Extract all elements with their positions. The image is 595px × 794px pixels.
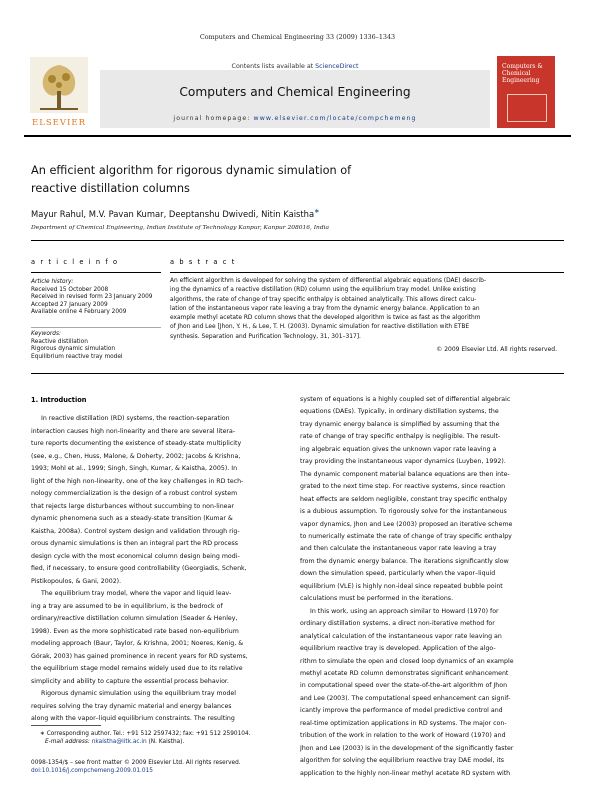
body-line: system of equations is a highly coupled set of differential algebraic <box>300 396 511 403</box>
abstract-heading: a b s t r a c t <box>170 258 236 266</box>
doi-link[interactable]: doi:10.1016/j.compchemeng.2009.01.015 <box>31 768 153 774</box>
journal-cover <box>497 56 555 128</box>
body-line: in computational speed over the state-of-the-art algorithm of Jhon <box>300 682 508 690</box>
article-history <box>31 279 163 317</box>
article-title-line2: reactive distillation columns <box>31 182 190 195</box>
contents-prefix: Contents lists available at <box>231 63 314 70</box>
body-line: modeling approach (Baur, Taylor, & Krishna, 2001; Noeres, Kenig, & <box>31 640 244 647</box>
author-list <box>31 207 320 219</box>
article-info-heading: a r t i c l e i n f o <box>31 258 119 266</box>
history-item: Received 15 October 2008 <box>31 286 109 293</box>
body-line: vapor dynamics, Jhon and Lee (2003) proposed an iterative scheme <box>300 520 513 528</box>
abstract-body <box>170 277 564 342</box>
elsevier-logo <box>30 57 88 127</box>
header-rule <box>24 135 571 137</box>
history-item: Received in revised form 23 January 2009 <box>31 294 153 301</box>
article-title-line1: An efficient algorithm for rigorous dynamic simulation of <box>31 164 352 177</box>
body-line: ing a tray are assumed to be in equilibrium, is the bedrock of <box>31 602 223 610</box>
body-line: design cycle with the most economical column design being modi- <box>31 552 240 560</box>
body-line: fied, if necessary, to ensure good controllability (Georgiadis, Schenk, <box>31 565 247 572</box>
abstract-line: An efficient algorithm is developed for solving the system of differential algebraic equations (DAE) describ- <box>170 278 487 284</box>
left-column <box>31 413 284 726</box>
body-line: grated to the next time step. For reactive systems, since reaction <box>300 483 506 491</box>
journal-citation: Computers and Chemical Engineering 33 (2009) 1336–1343 <box>199 33 396 41</box>
corresponding-mark[interactable]: ∗ <box>314 207 320 215</box>
email-suffix: (N. Kaistha). <box>148 739 185 745</box>
body-line: In reactive distillation (RD) systems, the reaction-separation <box>41 415 230 422</box>
body-line: to numerically estimate the rate of change of tray specific enthalpy <box>300 532 512 540</box>
body-line: requires solving the tray dynamic material and energy balances <box>31 702 232 710</box>
elsevier-tree-icon <box>30 57 88 113</box>
body-line: application to the highly non-linear methyl acetate RD system with <box>300 769 511 777</box>
body-line: down the simulation speed, particularly when the vapor–liquid <box>300 570 496 578</box>
body-line: from the dynamic energy balance. The iterations significantly slow <box>300 557 509 565</box>
homepage-url[interactable]: www.elsevier.com/locate/compchemeng <box>253 115 417 122</box>
article-info-rule <box>31 272 161 273</box>
issn-line: 0098-1354/$ – see front matter © 2009 Elsevier Ltd. All rights reserved. <box>31 760 241 766</box>
abstract-line: example methyl acetate RD column shows that the developed algorithm is twice as fast as the algorithm <box>170 315 481 322</box>
body-line: ordinary/reactive distillation column simulation (Seader & Henley, <box>31 615 238 622</box>
abstract-line: synthesis. Separation and Purification Technology, 31, 301–317]. <box>170 333 361 340</box>
keywords-label: Keywords: <box>31 331 61 337</box>
keyword-item: Reactive distillation <box>31 338 88 345</box>
homepage-prefix: journal homepage: <box>173 115 251 122</box>
body-line: dynamic phenomena such as a steady-state transition (Kumar & <box>31 515 233 522</box>
keyword-item: Equilibrium reactive tray model <box>31 353 123 360</box>
body-line: ture reports documenting the existence of steady-state multiplicity <box>31 440 242 447</box>
body-line: simplicity and ability to capture the essential process behavior. <box>31 677 229 685</box>
body-line: Kaistha, 2008a). Control system design and validation through rig- <box>31 527 240 535</box>
body-line: that rejects large disturbances without succumbing to non-linear <box>31 502 234 510</box>
authors: Mayur Rahul, M.V. Pavan Kumar, Deeptanshu Dwivedi, Nitin Kaistha <box>31 208 315 219</box>
body-line: tray providing the instantaneous vapor dynamics (Luyben, 1992). <box>300 458 506 466</box>
body-line: algorithm for solving the equilibrium reactive tray DAE model, its <box>300 757 505 765</box>
body-line: (see, e.g., Chen, Huss, Malone, & Doherty, 2002; Jacobs & Krishna, <box>31 452 241 460</box>
body-line: the equilibrium stage model remains widely used due to its relative <box>31 665 243 672</box>
body-line: Pistikopoulos, & Gani, 2002). <box>31 577 122 585</box>
title-rule <box>31 240 564 241</box>
body-line: orous dynamic simulations is then an integral part the RD process <box>31 540 239 547</box>
abstract-line: algorithms, the rate of change of tray specific enthalpy is obtained analytically. This allows direct calcu- <box>170 296 477 303</box>
history-item: Accepted 27 January 2009 <box>31 301 108 308</box>
body-line: along with the vapor–liquid equilibrium constraints. The resulting <box>31 715 235 722</box>
history-item: Available online 4 February 2009 <box>31 309 127 316</box>
abstract-line: of Jhon and Lee [Jhon, Y. H., & Lee, T. H. (2003). Dynamic simulation for reactive distillation with ETBE <box>170 324 470 331</box>
cover-title: Computers & Chemical Engineering <box>502 63 543 84</box>
copyright: © 2009 Elsevier Ltd. All rights reserved. <box>436 346 557 353</box>
abstract-rule <box>170 272 564 273</box>
body-line: methyl acetate RD column demonstrates significant enhancement <box>300 669 509 677</box>
email-link[interactable]: nkaistha@iitk.ac.in <box>91 739 147 745</box>
elsevier-wordmark: ELSEVIER <box>32 118 86 128</box>
keywords-block <box>31 331 163 361</box>
body-line: 1993; Mohl et al., 1999; Singh, Singh, Kumar, & Kaistha, 2005). In <box>31 465 238 472</box>
body-line: equilibrium reactive tray is developed. Application of the algo- <box>300 645 496 653</box>
body-line: equilibrium (VLE) is highly non-ideal since repeated bubble point <box>300 582 503 590</box>
body-line: rithm to simulate the open and closed loop dynamics of an example <box>300 657 514 665</box>
abstract-line: ing the dynamics of a reactive distillation (RD) column using the equilibrium tray model. Unlike existing <box>170 287 476 294</box>
body-line: The dynamic component material balance equations are then inte- <box>300 470 510 478</box>
keyword-item: Rigorous dynamic simulation <box>31 346 116 353</box>
abstract-line: lation of the instantaneous vapor rate leaving a tray from the dynamic energy balance. Application to an <box>170 305 480 312</box>
body-line: real-time optimization applications in RD systems. The major con- <box>300 719 507 727</box>
history-rule <box>31 327 161 328</box>
body-line: calculations must be performed in the iterations. <box>300 595 454 603</box>
homepage-line <box>100 115 490 122</box>
section-heading: 1. Introduction <box>31 396 87 404</box>
journal-banner <box>100 63 490 128</box>
journal-title: Computers and Chemical Engineering <box>179 85 411 99</box>
footnote-corresponding: ∗ Corresponding author. Tel.: +91 512 2597432; fax: +91 512 2590104. <box>40 731 251 737</box>
body-line: The equilibrium tray model, where the vapor and liquid leav- <box>41 590 232 597</box>
affiliation: Department of Chemical Engineering, Indian Institute of Technology Kanpur, Kanpur 208016, India <box>31 225 330 231</box>
body-line: ordinary distillation systems, a direct non-iterative method for <box>300 620 495 628</box>
body-line: light of the high non-linearity, one of the key challenges in RD tech- <box>31 477 244 485</box>
body-line: In this work, using an approach similar to Howard (1970) for <box>310 607 499 615</box>
abstract-bottom-rule <box>31 373 564 374</box>
right-column <box>300 394 553 780</box>
history-label: Article history: <box>31 279 74 285</box>
body-line: 1998). Even as the more sophisticated rate based non-equilibrium <box>31 627 239 635</box>
body-line: rate of change of tray specific enthalpy is negligible. The result- <box>300 433 501 441</box>
body-line: ing algebraic equation gives the unknown vapor rate leaving a <box>300 445 497 453</box>
body-line: and Lee (2003). The computational speed enhancement can signif- <box>300 694 511 702</box>
body-line: Rigorous dynamic simulation using the equilibrium tray model <box>41 690 237 697</box>
body-line: tribution of the work in relation to the work of Howard (1970) and <box>300 732 506 740</box>
body-line: and then calculate the instantaneous vapor rate leaving a tray <box>300 545 497 553</box>
body-line: analytical calculation of the instantaneous vapor rate leaving an <box>300 632 502 640</box>
sciencedirect-link[interactable]: ScienceDirect <box>315 63 359 70</box>
body-line: Górak, 2003) has gained prominence in recent years for RD systems, <box>31 652 248 660</box>
footnote-email <box>45 739 184 747</box>
body-line: Jhon and Lee (2003) is in the development of the significantly faster <box>300 744 514 752</box>
body-line: equations (DAEs). Typically, in ordinary distillation systems, the <box>300 408 499 416</box>
email-label: E-mail address: <box>45 739 90 745</box>
body-line: is a dubious assumption. To rigorously solve for the instantaneous <box>300 508 507 516</box>
cover-graphic <box>507 94 547 122</box>
body-line: icantly improve the performance of model predictive control and <box>300 707 503 715</box>
footnote-rule <box>31 725 101 726</box>
body-line: interaction causes high non-linearity and there are several litera- <box>31 427 236 435</box>
body-line: nology commercialization is the design of a robust control system <box>31 490 238 497</box>
body-line: tray dynamic energy balance is simplified by assuming that the <box>300 420 500 428</box>
body-line: heat effects are seldom negligible, constant tray specific enthalpy <box>300 495 508 503</box>
contents-line <box>100 63 490 70</box>
